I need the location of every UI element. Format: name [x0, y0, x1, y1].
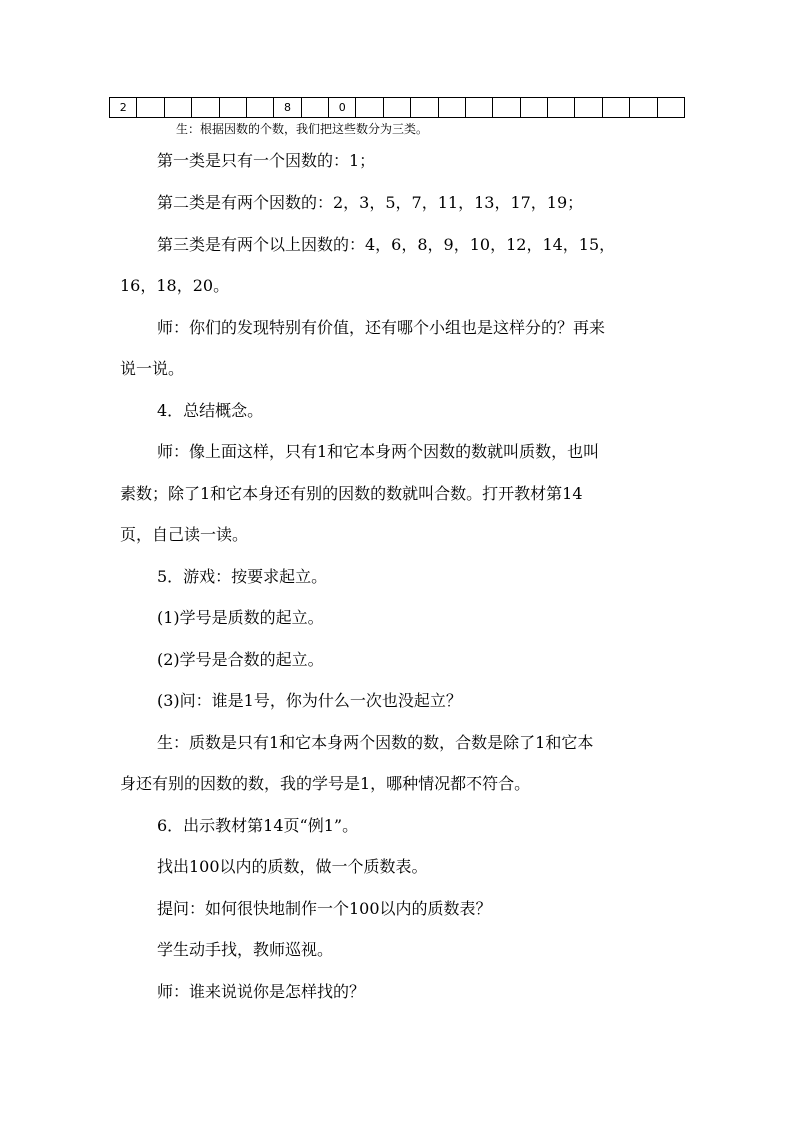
- paragraph-line: 师：像上面这样，只有1和它本身两个因数的数就叫质数，也叫: [157, 442, 600, 461]
- list-item: (1)学号是质数的起立。: [157, 608, 324, 627]
- section-heading: 4．总结概念。: [157, 401, 264, 420]
- table-cell: [465, 98, 492, 118]
- table-cell: [246, 98, 273, 118]
- paragraph-line: 师：谁来说说你是怎样找的？: [157, 982, 366, 1001]
- table-cell: [657, 98, 685, 118]
- number-grid-table: [109, 97, 685, 118]
- paragraph-line: 师：你们的发现特别有价值，还有哪个小组也是这样分的？再来: [157, 318, 606, 337]
- table-cell: 2: [110, 98, 137, 118]
- paragraph-line: 学生动手找，教师巡视。: [157, 940, 334, 959]
- list-item: (3)问：谁是1号，你为什么一次也没起立？: [157, 691, 462, 710]
- table-cell: [356, 98, 383, 118]
- table-cell: [137, 98, 164, 118]
- section-heading: 5．游戏：按要求起立。: [157, 567, 328, 586]
- table-cell: [575, 98, 602, 118]
- paragraph-line: 第三类是有两个以上因数的：4，6，8，9，10，12，14，15，: [157, 235, 616, 254]
- table-cell: [192, 98, 219, 118]
- paragraph-line: 素数；除了1和它本身还有别的因数的数就叫合数。打开教材第14: [120, 484, 583, 503]
- table-cell: [630, 98, 657, 118]
- paragraph-line: 提问：如何很快地制作一个100以内的质数表？: [157, 899, 492, 918]
- table-cell: [219, 98, 246, 118]
- paragraph-line: 找出100以内的质数，做一个质数表。: [157, 857, 428, 876]
- paragraph-line: 说一说。: [120, 359, 185, 378]
- paragraph-line: 身还有别的因数的数，我的学号是1，哪种情况都不符合。: [120, 774, 531, 793]
- paragraph-line: 第二类是有两个因数的：2，3，5，7，11，13，17，19；: [157, 193, 584, 212]
- table-note: 生：根据因数的个数，我们把这些数分为三类。: [176, 122, 429, 136]
- table-cell: [602, 98, 629, 118]
- table-cell: [411, 98, 438, 118]
- table-cell: [301, 98, 328, 118]
- table-cell: [164, 98, 191, 118]
- paragraph-line: 16，18，20。: [120, 276, 230, 295]
- table-cell: 0: [329, 98, 356, 118]
- table-row: [110, 98, 685, 118]
- table-cell: [493, 98, 520, 118]
- table-cell: [438, 98, 465, 118]
- paragraph-line: 第一类是只有一个因数的：1；: [157, 151, 376, 170]
- table-cell: 8: [274, 98, 301, 118]
- table-cell: [548, 98, 575, 118]
- paragraph-line: 生：质数是只有1和它本身两个因数的数，合数是除了1和它本: [157, 733, 594, 752]
- table-cell: [520, 98, 547, 118]
- table-cell: [383, 98, 410, 118]
- section-heading: 6．出示教材第14页“例1”。: [157, 816, 359, 835]
- list-item: (2)学号是合数的起立。: [157, 650, 324, 669]
- paragraph-line: 页，自己读一读。: [120, 525, 249, 544]
